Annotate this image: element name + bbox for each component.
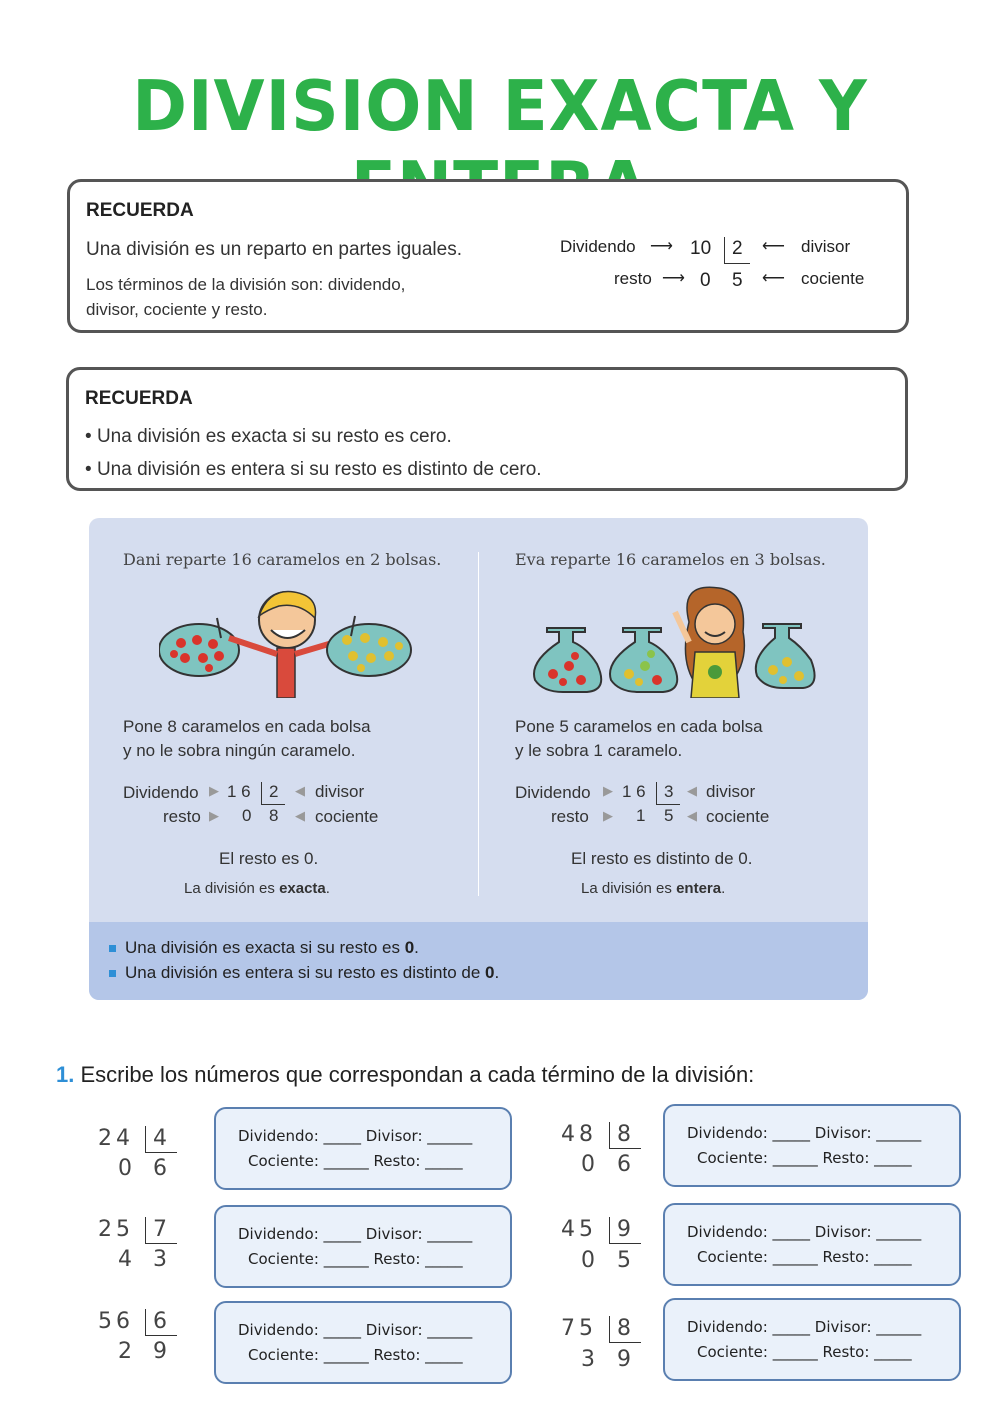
answer-row-cociente-resto[interactable]: Cociente: ______ Resto: _____ xyxy=(697,1248,912,1266)
answer-row-dividendo-divisor[interactable]: Dividendo: _____ Divisor: ______ xyxy=(687,1318,922,1336)
right-divisor: 3 xyxy=(664,782,674,801)
right-text-line1: Pone 5 caramelos en cada bolsa xyxy=(515,717,763,736)
back-arrow-icon: ◀ xyxy=(687,808,697,823)
division-bracket-v xyxy=(724,237,725,263)
exercise-quotient: 6 xyxy=(153,1156,171,1181)
left-quotient: 8 xyxy=(269,806,279,825)
back-arrow-icon: ◀ xyxy=(687,783,697,798)
division-bracket-h xyxy=(609,1148,641,1149)
division-bracket-v xyxy=(261,782,262,804)
division-bracket-h xyxy=(145,1152,177,1153)
right-result2: La división es entera. xyxy=(581,880,726,897)
right-result1: El resto es distinto de 0. xyxy=(571,849,753,868)
left-dividendo-label: Dividendo xyxy=(123,783,199,802)
answer-row-dividendo-divisor[interactable]: Dividendo: _____ Divisor: ______ xyxy=(238,1225,473,1243)
exercise-remainder: 0 xyxy=(581,1152,599,1177)
division-bracket-v xyxy=(145,1217,146,1243)
division-bracket-v xyxy=(145,1126,146,1152)
example-panel xyxy=(89,518,868,1000)
recuerda-box-types xyxy=(66,367,908,491)
divisor-value: 2 xyxy=(732,238,743,259)
resto-label: resto xyxy=(614,269,652,288)
bullet-text: Una división es exacta si su resto es cero. xyxy=(96,426,452,447)
recuerda-heading: RECUERDA xyxy=(86,200,194,221)
right-dividend: 1 6 xyxy=(622,782,646,801)
answer-row-dividendo-divisor[interactable]: Dividendo: _____ Divisor: ______ xyxy=(238,1127,473,1145)
answer-box[interactable] xyxy=(663,1203,961,1286)
left-caption: Dani reparte 16 caramelos en 2 bolsas. xyxy=(123,550,442,569)
division-bracket-h xyxy=(609,1243,641,1244)
instruction-text: Escribe los números que correspondan a cada término de la división: xyxy=(80,1062,755,1087)
answer-box[interactable] xyxy=(214,1301,512,1384)
left-text-line1: Pone 8 caramelos en cada bolsa xyxy=(123,717,371,736)
exercise-quotient: 5 xyxy=(617,1248,635,1273)
exercise-dividend: 75 xyxy=(561,1316,597,1341)
division-bracket-h xyxy=(656,804,680,805)
arrow-right-icon: ⟶ xyxy=(662,270,685,287)
answer-row-cociente-resto[interactable]: Cociente: ______ Resto: _____ xyxy=(697,1343,912,1361)
exercise-dividend: 45 xyxy=(561,1217,597,1242)
exercise-remainder: 2 xyxy=(118,1339,136,1364)
exercise-quotient: 6 xyxy=(617,1152,635,1177)
exercise-remainder: 0 xyxy=(581,1248,599,1273)
division-bracket-h xyxy=(724,263,750,264)
bullet-text: Una división es entera si su resto es distinto de cero. xyxy=(96,459,542,480)
division-bracket-v xyxy=(609,1217,610,1243)
exercise-divisor: 4 xyxy=(153,1126,171,1151)
right-remainder: 1 xyxy=(636,806,646,825)
recuerda-heading: RECUERDA xyxy=(85,388,193,409)
answer-row-cociente-resto[interactable]: Cociente: ______ Resto: _____ xyxy=(248,1250,463,1268)
arrow-right-icon: ⟶ xyxy=(650,238,673,255)
exercise-quotient: 3 xyxy=(153,1247,171,1272)
play-arrow-icon: ▶ xyxy=(603,783,613,798)
play-arrow-icon: ▶ xyxy=(209,808,219,823)
definition-text: Una división es un reparto en partes iguales. xyxy=(86,239,463,260)
exercise-dividend: 25 xyxy=(98,1217,134,1242)
terms-text-line2: divisor, cociente y resto. xyxy=(86,300,268,319)
answer-row-dividendo-divisor[interactable]: Dividendo: _____ Divisor: ______ xyxy=(687,1223,922,1241)
left-result1: El resto es 0. xyxy=(219,849,319,868)
exercise-quotient: 9 xyxy=(617,1347,635,1372)
boy-with-bags-illustration xyxy=(159,588,414,698)
left-divisor: 2 xyxy=(269,782,279,801)
right-quotient: 5 xyxy=(664,806,674,825)
right-caption: Eva reparte 16 caramelos en 3 bolsas. xyxy=(515,550,826,569)
right-resto-label: resto xyxy=(551,807,589,826)
panel-summary xyxy=(89,922,868,1000)
square-bullet-icon xyxy=(109,945,116,952)
recuerda-box-terms xyxy=(67,179,909,333)
right-text-line2: y le sobra 1 caramelo. xyxy=(515,741,683,760)
play-arrow-icon: ▶ xyxy=(603,808,613,823)
left-divisor-label: divisor xyxy=(315,782,365,801)
square-bullet-icon xyxy=(109,970,116,977)
page-title: DIVISION EXACTA Y xyxy=(132,66,868,147)
exercise-divisor: 7 xyxy=(153,1217,171,1242)
dividendo-label: Dividendo xyxy=(560,237,636,256)
left-resto-label: resto xyxy=(163,807,201,826)
exercise-divisor: 8 xyxy=(617,1316,635,1341)
answer-row-cociente-resto[interactable]: Cociente: ______ Resto: _____ xyxy=(248,1152,463,1170)
exercise-instruction xyxy=(56,1062,754,1088)
right-divisor-label: divisor xyxy=(706,782,756,801)
left-text-line2: y no le sobra ningún caramelo. xyxy=(123,741,356,760)
exercise-divisor: 8 xyxy=(617,1122,635,1147)
exercise-dividend: 48 xyxy=(561,1122,597,1147)
answer-box[interactable] xyxy=(214,1107,512,1190)
dividend-value: 10 xyxy=(690,238,712,259)
division-bracket-h xyxy=(145,1243,177,1244)
division-bracket-h xyxy=(609,1342,641,1343)
answer-row-cociente-resto[interactable]: Cociente: ______ Resto: _____ xyxy=(697,1149,912,1167)
left-cociente-label: cociente xyxy=(315,807,379,826)
arrow-left-icon: ⟵ xyxy=(762,270,785,287)
division-bracket-h xyxy=(145,1335,177,1336)
divisor-label: divisor xyxy=(801,237,851,256)
exercise-divisor: 6 xyxy=(153,1309,171,1334)
exercise-dividend: 24 xyxy=(98,1126,134,1151)
arrow-left-icon: ⟵ xyxy=(762,238,785,255)
panel-divider xyxy=(478,552,479,896)
division-bracket-v xyxy=(609,1316,610,1342)
answer-box[interactable] xyxy=(663,1104,961,1187)
left-result2: La división es exacta. xyxy=(184,880,330,897)
bullet-entera: • Una división es entera si su resto es distinto de cero. xyxy=(85,459,542,480)
remainder-value: 0 xyxy=(700,270,711,291)
left-remainder: 0 xyxy=(242,806,252,825)
answer-box[interactable] xyxy=(214,1205,512,1288)
left-dividend: 1 6 xyxy=(227,782,251,801)
exercise-dividend: 56 xyxy=(98,1309,134,1334)
division-bracket-h xyxy=(261,804,285,805)
answer-box[interactable] xyxy=(663,1298,961,1381)
summary-exacta: Una división es exacta si su resto es 0. xyxy=(109,938,419,958)
exercise-remainder: 0 xyxy=(118,1156,136,1181)
girl-with-bags-illustration xyxy=(529,582,819,698)
exercise-remainder: 3 xyxy=(581,1347,599,1372)
back-arrow-icon: ◀ xyxy=(295,808,305,823)
answer-row-dividendo-divisor[interactable]: Dividendo: _____ Divisor: ______ xyxy=(238,1321,473,1339)
bullet-exacta: • Una división es exacta si su resto es cero. xyxy=(85,426,452,447)
answer-row-dividendo-divisor[interactable]: Dividendo: _____ Divisor: ______ xyxy=(687,1124,922,1142)
cociente-label: cociente xyxy=(801,269,865,288)
right-cociente-label: cociente xyxy=(706,807,770,826)
play-arrow-icon: ▶ xyxy=(209,783,219,798)
exercise-number: 1. xyxy=(56,1062,75,1087)
quotient-value: 5 xyxy=(732,270,743,291)
right-dividendo-label: Dividendo xyxy=(515,783,591,802)
exercise-quotient: 9 xyxy=(153,1339,171,1364)
answer-row-cociente-resto[interactable]: Cociente: ______ Resto: _____ xyxy=(248,1346,463,1364)
exercise-divisor: 9 xyxy=(617,1217,635,1242)
exercise-remainder: 4 xyxy=(118,1247,136,1272)
terms-text-line1: Los términos de la división son: dividendo, xyxy=(86,275,406,294)
division-bracket-v xyxy=(609,1122,610,1148)
division-bracket-v xyxy=(656,782,657,804)
back-arrow-icon: ◀ xyxy=(295,783,305,798)
summary-entera: Una división es entera si su resto es distinto de 0. xyxy=(109,963,499,983)
division-bracket-v xyxy=(145,1309,146,1335)
